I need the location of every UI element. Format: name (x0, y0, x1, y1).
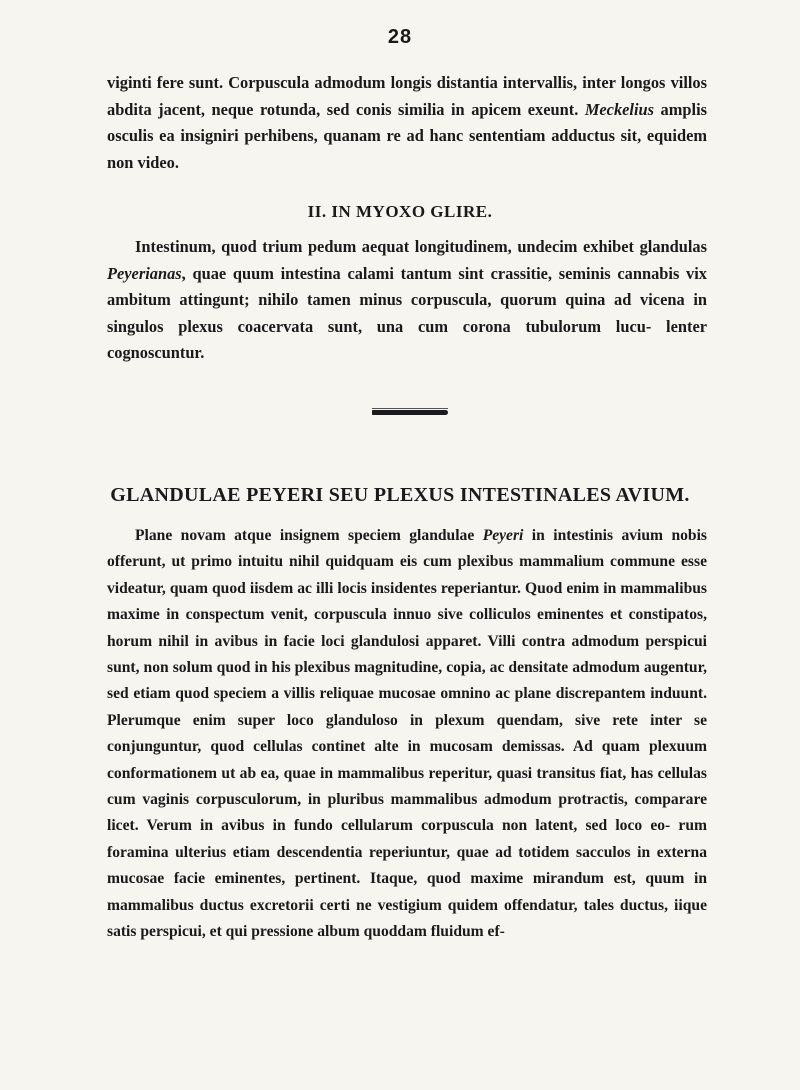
text-segment: Plane novam atque insignem speciem glandulae (135, 527, 483, 544)
paragraph-block-avium (107, 523, 707, 946)
section-divider-rule (372, 410, 448, 415)
paragraph-block-myoxo (107, 234, 707, 367)
text-segment: Intestinum, quod trium pedum aequat longitudinem, undecim exhibet glandulas (135, 237, 707, 256)
text-segment: , quae quum intestina calami tantum sint crassitie, seminis cannabis vix ambitum attingunt; nihilo tamen minus corpuscula, quorum quina ad vicena in singulos plexus coacervata sunt, una cum corona tubulorum lucu- lenter cognoscuntur. (107, 263, 707, 362)
text-segment: in intestinis avium nobis offerunt, ut primo intuitu nihil quidquam eis cum plexibus mammalium commune esse videatur, quam quod iisdem ac illi locis insidentes reperiantur. Quod enim in mammalibus maxime in conspectum venit, corpuscula innuo sive colliculos eminentes et constipatos, horum nihil in avibus in facie loci glandulosi apparet. Villi contra admodum perspicui sunt, non solum quod in his plexibus magnitudine, copia, ac densitate admodum augentur, sed etiam quod speciem a villis reliquae mucosae omnino ac plane discrepantem induunt. Plerumque enim super loco glanduloso in plexum quendam, sive rete inter se conjunguntur, quod cellulas continet alte in mucosam demissas. Ad quam plexuum conformationem ut ab ea, quae in mammalibus reperitur, quasi transitus fiat, has cellulas cum vaginis corpusculorum, in pluribus mammalibus admodum protractis, comparare licet. Verum in avibus in fundo cellularum corpuscula non latent, sed loco eo- rum foramina ulterius etiam descendentia reperiuntur, quae ad totidem sacculos in externa mucosae facie eminentes, pertinent. Itaque, quod maxime mirandum est, quum in mammalibus ductus excretorii certi ne vestigium quidem offendatur, tales ductus, iique satis perspicui, et qui pressione album quoddam fluidum ef- (107, 527, 707, 941)
term-peyerianas: Peyerianas (107, 263, 182, 283)
page-number: 28 (387, 26, 413, 48)
author-name-meckelius: Meckelius (584, 99, 655, 119)
main-heading: GLANDULAE PEYERI SEU PLEXUS INTESTINALES AVIUM. (110, 484, 690, 506)
paragraph-1 (107, 70, 707, 176)
paragraph-continuation (107, 70, 707, 176)
term-peyeri: Peyeri (482, 527, 524, 544)
section-heading: II. IN MYOXO GLIRE. (307, 202, 493, 221)
text-segment: amplis osculis ea insigniri perhibens, quanam re ad hanc sententiam adductus sit, equidem non video. (107, 99, 707, 172)
paragraph-2 (107, 234, 707, 367)
paragraph-3 (107, 523, 707, 946)
text-segment: viginti fere sunt. Corpuscula admodum longis distantia intervallis, inter longos villos abdita jacent, neque rotunda, sed conis similia in apicem exeunt. (107, 73, 707, 119)
